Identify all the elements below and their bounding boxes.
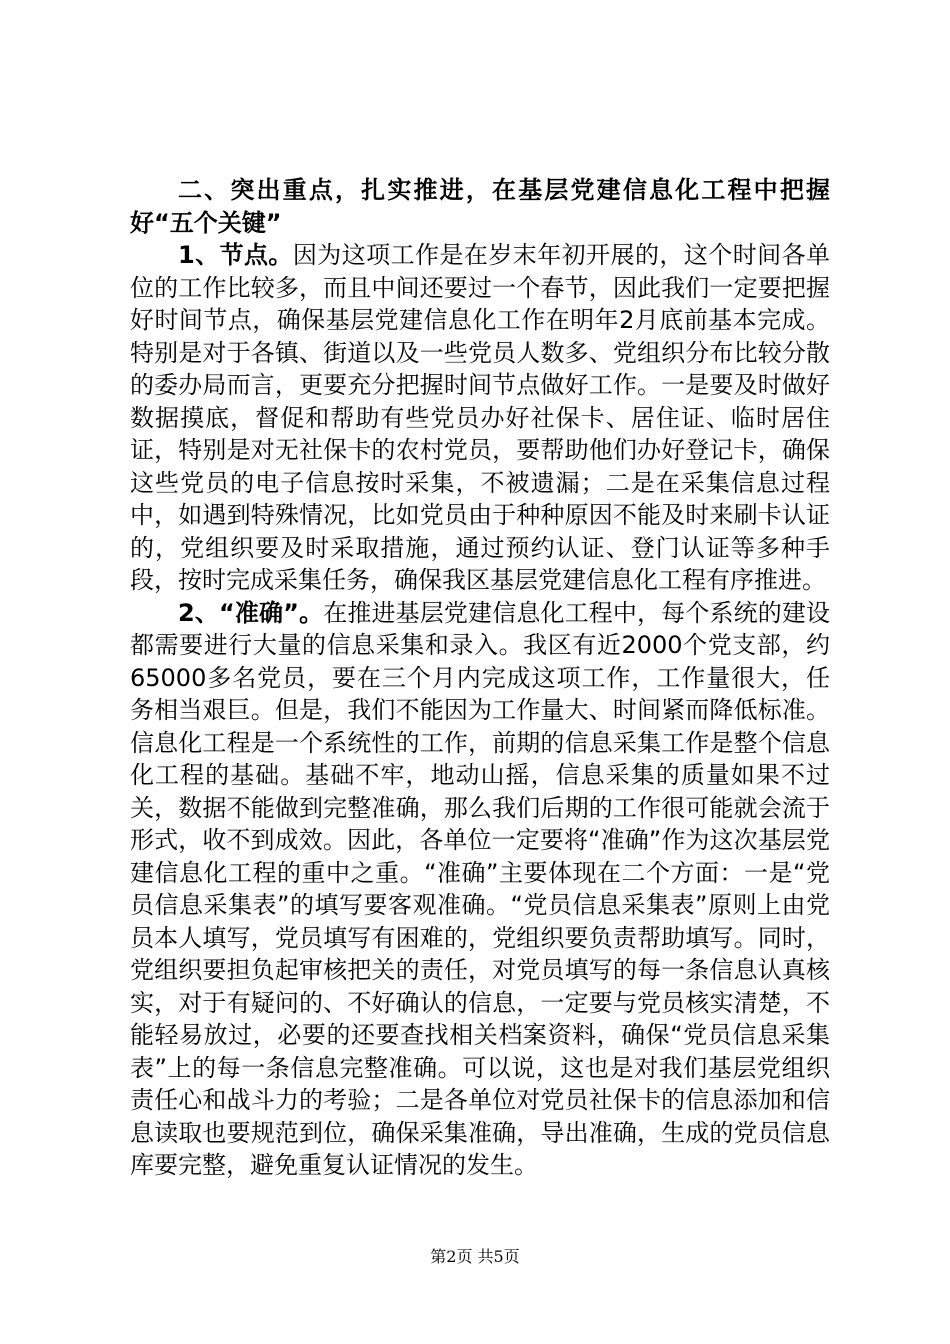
paragraph-nodes [130,239,830,597]
document-body [130,174,830,1182]
page-footer: 第2页 共5页 [430,1247,520,1266]
paragraph-accuracy [130,597,830,1182]
paragraph-text: 在推进基层党建信息化工程中，每个系统的建设都需要进行大量的信息采集和录入。我区有近2000个党支部，约65000多名党员，要在三个月内完成这项工作，工作量很大，任务相当艰巨。但是，我们不能因为工作量大、时间紧而降低标准。信息化工程是一个系统性的工作，前期的信息采集工作是整个信息化工程的基础。基础不牢，地动山摇，信息采集的质量如果不过关，数据不能做到完整准确，那么我们后期的工作很可能就会流于形式，收不到成效。因此，各单位一定要将“准确”作为这次基层党建信息化工程的重中之重。“准确”主要体现在二个方面：一是“党员信息采集表”的填写要客观准确。“党员信息采集表”原则上由党员本人填写，党员填写有困难的，党组织要负责帮助填写。同时，党组织要担负起审核把关的责任，对党员填写的每一条信息认真核实，对于有疑问的、不好确认的信息，一定要与党员核实清楚，不能轻易放过，必要的还要查找相关档案资料，确保“党员信息采集表”上的每一条信息完整准确。可以说，这也是对我们基层党组织责任心和战斗力的考验；二是各单位对党员社保卡的信息添加和信息读取也要规范到位，确保采集准确，导出准确，生成的党员信息库要完整，避免重复认证情况的发生。 [130,598,830,1179]
paragraph-text: 因为这项工作是在岁末年初开展的，这个时间各单位的工作比较多，而且中间还要过一个春节，因此我们一定要把握好时间节点，确保基层党建信息化工作在明年2月底前基本完成。特别是对于各镇、街道以及一些党员人数多、党组织分布比较分散的委办局而言，更要充分把握时间节点做好工作。一是要及时做好数据摸底，督促和帮助有些党员办好社保卡、居住证、临时居住证，特别是对无社保卡的农村党员，要帮助他们办好登记卡，确保这些党员的电子信息按时采集，不被遗漏；二是在采集信息过程中，如遇到特殊情况，比如党员由于种种原因不能及时来刷卡认证的，党组织要及时采取措施，通过预约认证、登门认证等多种手段，按时完成采集任务，确保我区基层党建信息化工程有序推进。 [130,241,830,594]
paragraph-lead: 2、“准确”。 [178,598,324,627]
section-heading: 二、突出重点，扎实推进，在基层党建信息化工程中把握好“五个关键” [130,176,830,237]
paragraph-lead: 1、节点。 [178,241,293,269]
